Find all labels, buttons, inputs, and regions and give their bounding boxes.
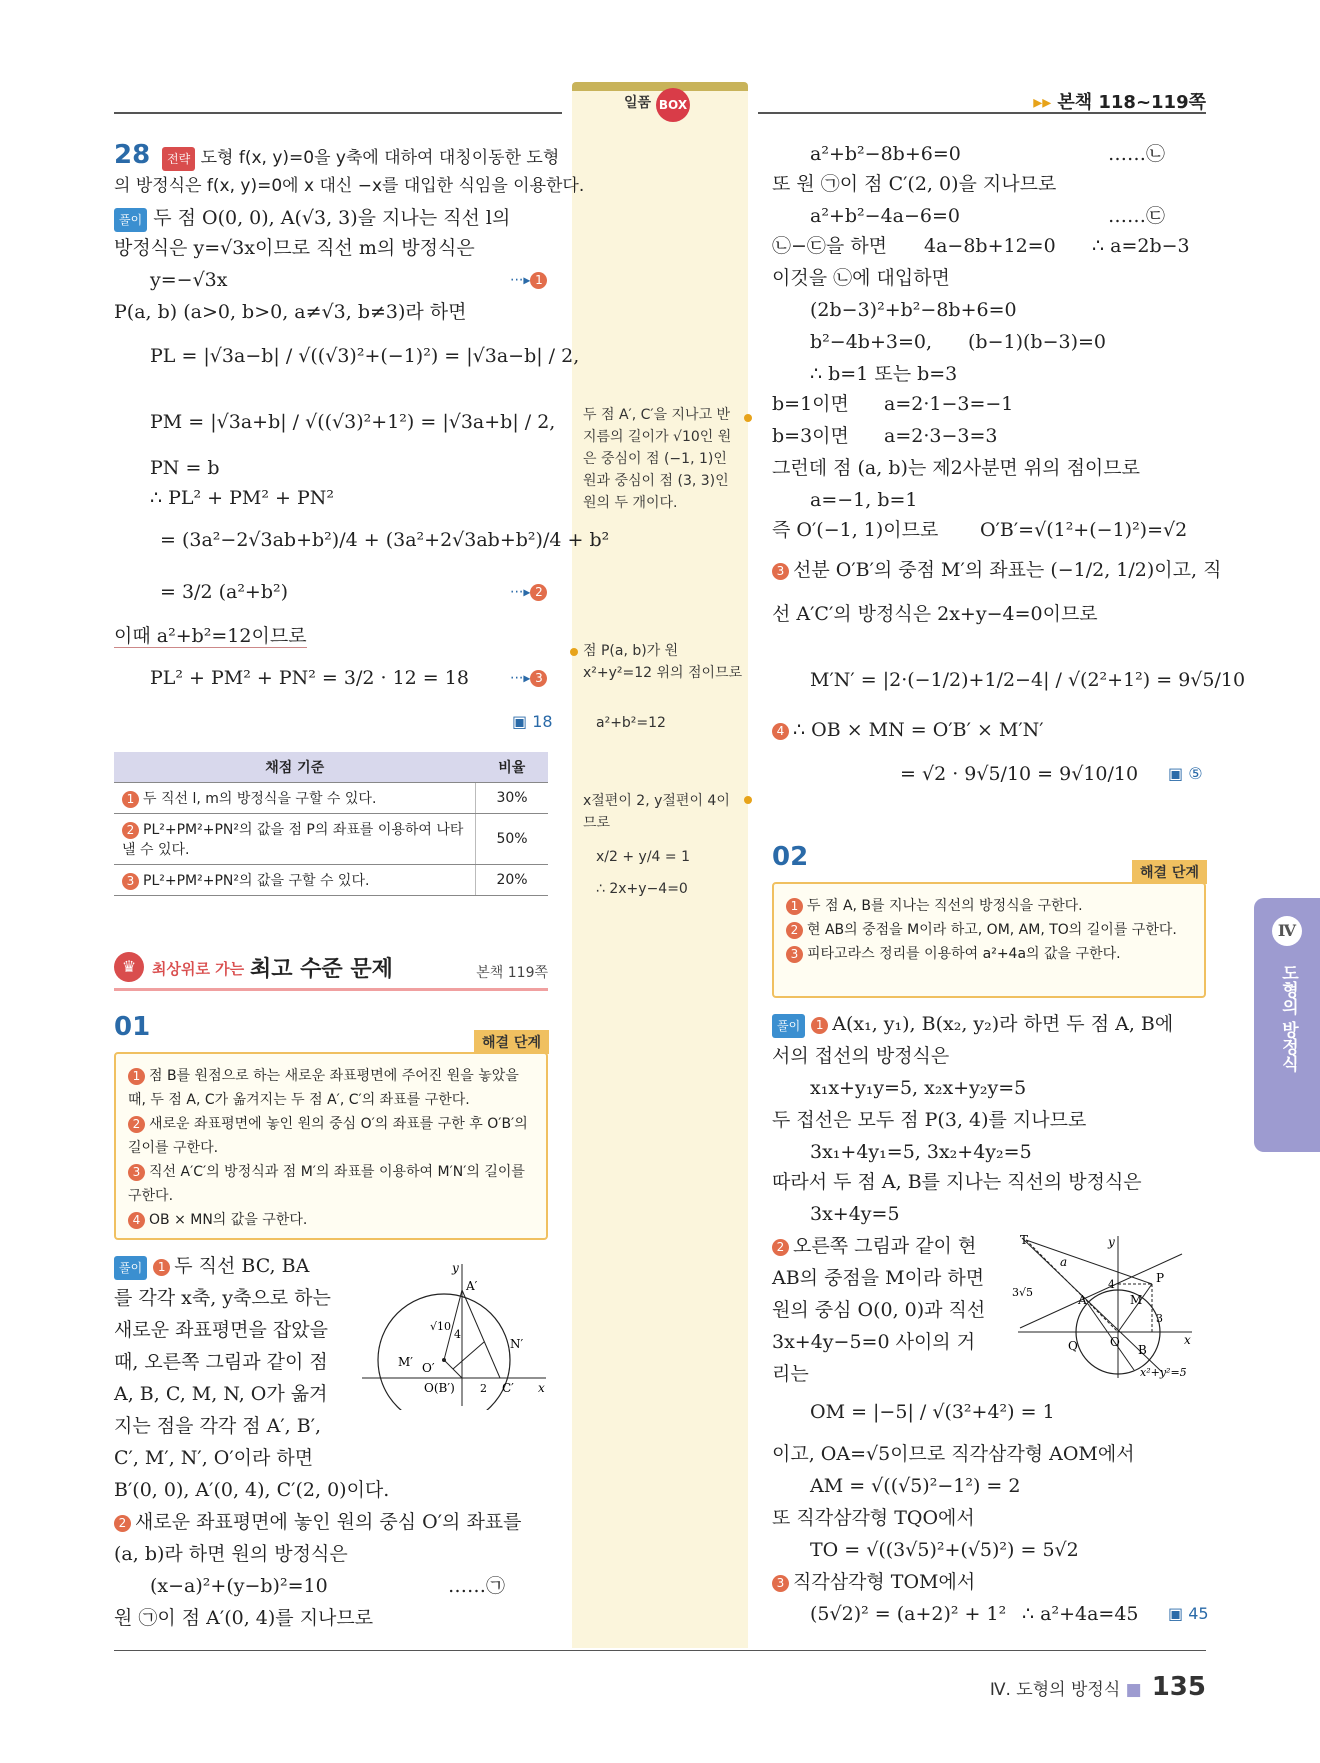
p02-line-7: 3x+4y=5 bbox=[810, 1203, 900, 1225]
fig-label: M bbox=[1130, 1293, 1143, 1307]
p02-line-14: 이고, OA=√5이므로 직각삼각형 AOM에서 bbox=[772, 1443, 1135, 1465]
fig-label: N′ bbox=[510, 1337, 524, 1351]
p01-step-3 bbox=[128, 1160, 534, 1208]
p28-line-12: PL² + PM² + PN² = 3/2 · 12 = 18 bbox=[150, 667, 469, 689]
strategy-tag: 전략 bbox=[162, 147, 195, 171]
step-circle-3: 3 bbox=[786, 946, 803, 963]
row-number: 3 bbox=[122, 873, 139, 890]
p02-line-18 bbox=[772, 1570, 975, 1594]
p02-answer-value: 45 bbox=[1188, 1604, 1209, 1623]
p01-step-text-4: OB × MN의 값을 구한다. bbox=[149, 1212, 308, 1228]
fig-label: A′ bbox=[466, 1279, 478, 1293]
fig-label: 2 bbox=[480, 1382, 487, 1395]
p28-text-1: 두 점 O(0, 0), A(√3, 3)을 지나는 직선 l의 bbox=[153, 207, 511, 229]
p28-line-3: y=−√3x bbox=[150, 269, 228, 291]
p01-right-line-4b: 4a−8b+12=0 bbox=[924, 235, 1056, 257]
note-1: 두 점 A′, C′을 지나고 반지름의 길이가 √10인 원은 중심이 점 (−1, 1)인 원과 중심이 점 (3, 3)인 원의 두 개이다. bbox=[583, 407, 732, 511]
p02-line-2: 서의 접선의 방정식은 bbox=[772, 1045, 950, 1067]
table-row bbox=[114, 814, 548, 865]
p28-line-2: 방정식은 y=√3x이므로 직선 m의 방정식은 bbox=[114, 237, 475, 259]
p01-right-line-13: 즉 O′(−1, 1)이므로 bbox=[772, 519, 939, 541]
fig-label: y bbox=[452, 1261, 459, 1275]
p28-line-4: P(a, b) (a>0, b>0, a≠√3, b≠3)라 하면 bbox=[114, 301, 467, 323]
p01-right-line-8: ∴ b=1 또는 b=3 bbox=[810, 363, 958, 385]
double-arrow-icon: ▸▸ bbox=[1033, 92, 1052, 113]
segment-a-c bbox=[462, 1290, 500, 1378]
grading-ratio: 30% bbox=[476, 783, 549, 814]
page-number: 135 bbox=[1151, 1672, 1206, 1702]
p01-right-line-15: 선 A′C′의 방정식은 2x+y−4=0이므로 bbox=[772, 603, 1098, 625]
grading-ratio: 20% bbox=[476, 865, 549, 896]
p02-step-text-3: 피타고라스 정리를 이용하여 a²+4a의 값을 구한다. bbox=[807, 946, 1121, 962]
p01-right-line-7b: (b−1)(b−3)=0 bbox=[968, 331, 1107, 353]
section-prefix: 최상위로 가는 bbox=[152, 960, 245, 978]
grading-header-ratio: 비율 bbox=[476, 752, 549, 783]
p28-line-1 bbox=[114, 206, 510, 232]
p02-line-10: 원의 중심 O(0, 0)과 직선 bbox=[772, 1299, 986, 1321]
fig-label: C′ bbox=[502, 1381, 514, 1395]
p01-left-line-8: B′(0, 0), A′(0, 4), C′(2, 0)이다. bbox=[114, 1479, 390, 1501]
p01-right-line-16: M′N′ = |2·(−1/2)+1/2−4| / √(2²+1²) = 9√5/10 bbox=[810, 669, 1246, 691]
section-title: 최고 수준 문제 bbox=[250, 957, 393, 982]
note-6: ∴ 2x+y−4=0 bbox=[596, 881, 688, 897]
p01-step-text-1: 점 B를 원점으로 하는 새로운 좌표평면에 주어진 원을 놓았을 때, 두 점 A, C가 옮겨지는 두 점 A′, C′의 좌표를 구한다. bbox=[128, 1068, 519, 1108]
p02-line-20: ∴ a²+4a=45 bbox=[1022, 1603, 1139, 1625]
p01-right-line-17 bbox=[772, 718, 1044, 742]
point-o-prime bbox=[442, 1358, 446, 1362]
step-circle-1: 1 bbox=[530, 272, 547, 289]
p01-right-line-9: b=1이면 bbox=[772, 393, 849, 415]
p01-left-line-3: 새로운 좌표평면을 잡았을 bbox=[114, 1319, 328, 1341]
p01-left-line-5: A, B, C, M, N, O가 옮겨 bbox=[114, 1383, 328, 1405]
p02-text-8: 오른쪽 그림과 같이 현 bbox=[793, 1235, 977, 1257]
p02-step-2 bbox=[786, 918, 1192, 942]
p01-left-text-9: 새로운 좌표평면에 놓인 원의 중심 O′의 좌표를 bbox=[135, 1511, 522, 1533]
p01-left-line-11-tag: ……㉠ bbox=[448, 1575, 506, 1597]
fig-label: 3√5 bbox=[1012, 1286, 1034, 1299]
solution-tag: 풀이 bbox=[114, 208, 147, 232]
note-dot-1 bbox=[744, 414, 752, 422]
page-reference bbox=[1033, 88, 1206, 114]
p28-line-8: ∴ PL² + PM² + PN² bbox=[150, 487, 335, 509]
fig-label: T bbox=[1020, 1233, 1029, 1247]
step-circle-2: 2 bbox=[786, 922, 803, 939]
header-rule-left bbox=[114, 112, 562, 114]
fig-label: 3 bbox=[1156, 1312, 1163, 1325]
p01-right-line-11: 그런데 점 (a, b)는 제2사분면 위의 점이므로 bbox=[772, 457, 1140, 479]
note-dot-2 bbox=[570, 648, 578, 656]
p28-strategy-line-2: 의 방정식은 f(x, y)=0에 x 대신 −x를 대입한 식임을 이용한다. bbox=[114, 176, 585, 196]
p01-right-line-9b: a=2·1−3=−1 bbox=[884, 393, 1014, 415]
grading-ratio: 50% bbox=[476, 814, 549, 865]
p01-left-line-7: C′, M′, N′, O′이라 하면 bbox=[114, 1447, 314, 1469]
p01-left-line-6: 지는 점을 각각 점 A′, B′, bbox=[114, 1415, 322, 1437]
p01-step-text-3: 직선 A′C′의 방정식과 점 M′의 좌표를 이용하여 M′N′의 길이를 구한다. bbox=[128, 1164, 525, 1204]
solution-tag: 풀이 bbox=[772, 1014, 805, 1038]
p01-left-line-10: (a, b)라 하면 원의 방정식은 bbox=[114, 1543, 348, 1565]
p01-right-line-2: 또 원 ㉠이 점 C′(2, 0)을 지나므로 bbox=[772, 173, 1057, 195]
p01-right-line-4c: ∴ a=2b−3 bbox=[1092, 235, 1190, 257]
box-label: 일품 bbox=[624, 95, 652, 111]
p28-line-5: PL = |√3a−b| / √((√3)²+(−1)²) = |√3a−b| / 2, bbox=[150, 345, 580, 367]
p01-right-line-12: a=−1, b=1 bbox=[810, 489, 918, 511]
problem-28-number: 28 bbox=[114, 140, 151, 170]
fig-label: √10 bbox=[430, 1320, 452, 1333]
step-circle-4: 4 bbox=[128, 1212, 145, 1229]
step-circle-3: 3 bbox=[772, 1575, 789, 1592]
p02-line-17: TO = √((3√5)²+(√5)²) = 5√2 bbox=[810, 1539, 1079, 1561]
criteria-text: PL²+PM²+PN²의 값을 구할 수 있다. bbox=[143, 873, 370, 889]
step-circle-1: 1 bbox=[153, 1259, 170, 1276]
p02-line-8 bbox=[772, 1234, 976, 1258]
footer bbox=[990, 1672, 1206, 1702]
box-badge: BOX bbox=[656, 88, 690, 122]
step-mark-2: ···▸ 2 bbox=[510, 584, 551, 601]
p02-figure bbox=[1012, 1232, 1208, 1382]
p01-left-line-4: 때, 오른쪽 그림과 같이 점 bbox=[114, 1351, 328, 1373]
fig-label: Q bbox=[1068, 1339, 1078, 1353]
step-circle-3: 3 bbox=[128, 1164, 145, 1181]
page-reference-text: 본책 118~119쪽 bbox=[1057, 92, 1206, 113]
p02-line-5: 3x₁+4y₁=5, 3x₂+4y₂=5 bbox=[810, 1141, 1032, 1163]
fig-label: O(B′) bbox=[424, 1381, 455, 1395]
step-circle-1: 1 bbox=[786, 898, 803, 915]
p01-right-line-4: ㉡−㉢을 하면 bbox=[772, 235, 888, 257]
p02-line-3: x₁x+y₁y=5, x₂x+y₂y=5 bbox=[810, 1077, 1027, 1099]
p02-step-text-2: 현 AB의 중점을 M이라 하고, OM, AM, TO의 길이를 구한다. bbox=[807, 922, 1177, 938]
note-2: 점 P(a, b)가 원 x²+y²=12 위의 점이므로 bbox=[583, 643, 743, 681]
p01-step-2 bbox=[128, 1112, 534, 1160]
p01-steps-label: 해결 단계 bbox=[474, 1030, 549, 1054]
p01-step-1 bbox=[128, 1064, 534, 1112]
p28-line-6: PM = |√3a+b| / √((√3)²+1²) = |√3a+b| / 2, bbox=[150, 411, 556, 433]
step-circle-3: 3 bbox=[772, 563, 789, 580]
step-circle-1: 1 bbox=[811, 1017, 828, 1034]
box-column-top bbox=[572, 82, 748, 91]
problem-01-number: 01 bbox=[114, 1012, 151, 1042]
p02-step-1 bbox=[786, 894, 1192, 918]
p02-steps-box bbox=[772, 882, 1206, 998]
solution-tag: 풀이 bbox=[114, 1256, 147, 1280]
row-number: 1 bbox=[122, 791, 139, 808]
p01-right-text-17: ∴ OB × MN = O′B′ × M′N′ bbox=[793, 719, 1044, 741]
problem-02-number: 02 bbox=[772, 842, 809, 872]
segment-o-b bbox=[444, 1360, 462, 1378]
p01-left-line-11: (x−a)²+(y−b)²=10 bbox=[150, 1575, 328, 1597]
note-4: x절편이 2, y절편이 4이므로 bbox=[583, 793, 730, 831]
step-circle-4: 4 bbox=[772, 723, 789, 740]
p02-step-3 bbox=[786, 942, 1192, 966]
fig-label: x²+y²=5 bbox=[1140, 1366, 1187, 1379]
grading-table bbox=[114, 752, 548, 896]
section-ref: 본책 119쪽 bbox=[476, 965, 548, 981]
p02-line-16: 또 직각삼각형 TQO에서 bbox=[772, 1507, 975, 1529]
p02-text-18: 직각삼각형 TOM에서 bbox=[793, 1571, 976, 1593]
fig-label: A bbox=[1078, 1293, 1087, 1307]
step-circle-2: 2 bbox=[114, 1515, 131, 1532]
fig-label: 4 bbox=[454, 1328, 461, 1341]
p01-right-line-10: b=3이면 bbox=[772, 425, 849, 447]
p01-left-line-9 bbox=[114, 1510, 522, 1534]
fig-label: O bbox=[1110, 1335, 1120, 1349]
p01-right-text-14: 선분 O′B′의 중점 M′의 좌표는 (−1/2, 1/2)이고, 직 bbox=[793, 559, 1222, 581]
fig-label: B bbox=[1138, 1343, 1147, 1357]
p28-answer: ▣ 18 bbox=[512, 712, 553, 731]
chapter-roman-badge: Ⅳ bbox=[1272, 916, 1302, 946]
note-3: a²+b²=12 bbox=[596, 715, 666, 731]
step-mark-1: ···▸ 1 bbox=[510, 272, 551, 289]
p01-right-line-10b: a=2·3−3=3 bbox=[884, 425, 998, 447]
criteria-text: 두 직선 l, m의 방정식을 구할 수 있다. bbox=[143, 791, 377, 807]
p02-line-19: (5√2)² = (a+2)² + 1² bbox=[810, 1603, 1007, 1625]
p01-right-tag-1: ……㉡ bbox=[1108, 143, 1166, 165]
p02-step-text-1: 두 점 A, B를 지나는 직선의 방정식을 구한다. bbox=[807, 898, 1083, 914]
fig-label: x bbox=[1184, 1333, 1191, 1347]
p01-right-line-3: a²+b²−4a−6=0 bbox=[810, 205, 960, 227]
p01-steps-box bbox=[114, 1052, 548, 1240]
fig-label: P bbox=[1156, 1271, 1165, 1285]
table-row bbox=[114, 865, 548, 896]
p01-right-line-1: a²+b²−8b+6=0 bbox=[810, 143, 961, 165]
p01-answer-value: ⑤ bbox=[1188, 764, 1203, 783]
fig-label: O′ bbox=[422, 1361, 435, 1375]
step-circle-2: 2 bbox=[128, 1116, 145, 1133]
p28-line-11 bbox=[114, 624, 307, 648]
grading-criteria bbox=[114, 783, 476, 814]
footer-bullet: ■ bbox=[1125, 1680, 1142, 1700]
p01-answer: ▣ ⑤ bbox=[1168, 764, 1203, 783]
p02-text-1: A(x₁, y₁), B(x₂, y₂)라 하면 두 점 A, B에 bbox=[832, 1013, 1174, 1035]
footer-rule bbox=[114, 1650, 1206, 1651]
note-5: x/2 + y/4 = 1 bbox=[596, 849, 690, 865]
step-mark-3: ···▸ 3 bbox=[510, 670, 551, 687]
p02-line-6: 따라서 두 점 A, B를 지나는 직선의 방정식은 bbox=[772, 1171, 1142, 1193]
fig-label: 4 bbox=[1108, 1278, 1115, 1291]
p28-line-9: = (3a²−2√3ab+b²)/4 + (3a²+2√3ab+b²)/4 + b² bbox=[160, 529, 610, 551]
p01-left-line-2: 를 각각 x축, y축으로 하는 bbox=[114, 1287, 331, 1309]
criteria-text: PL²+PM²+PN²의 값을 점 P의 좌표를 이용하여 나타낼 수 있다. bbox=[122, 822, 464, 858]
p02-line-15: AM = √((√5)²−1²) = 2 bbox=[810, 1475, 1021, 1497]
p01-figure bbox=[356, 1260, 552, 1410]
step-circle-1: 1 bbox=[128, 1068, 145, 1085]
trophy-icon: ♛ bbox=[114, 952, 144, 982]
p28-answer-value: 18 bbox=[532, 712, 553, 731]
p01-right-line-6: (2b−3)²+b²−8b+6=0 bbox=[810, 299, 1017, 321]
p01-right-tag-2: ……㉢ bbox=[1108, 205, 1166, 227]
p02-line-4: 두 접선은 모두 점 P(3, 4)를 지나므로 bbox=[772, 1109, 1087, 1131]
grading-header-criteria: 채점 기준 bbox=[114, 752, 476, 783]
chapter-side-title: 도형의 방정식 bbox=[1278, 964, 1298, 1072]
fig-label: a bbox=[1060, 1255, 1068, 1269]
footer-chapter: Ⅳ. 도형의 방정식 bbox=[989, 1680, 1121, 1700]
chapter-side-tab bbox=[1254, 898, 1320, 1152]
p28-text-11: 이때 a²+b²=12이므로 bbox=[114, 625, 307, 647]
p01-step-text-2: 새로운 좌표평면에 놓인 원의 중심 O′의 좌표를 구한 후 O′B′의 길이를 구한다. bbox=[128, 1116, 528, 1156]
grading-criteria bbox=[114, 814, 476, 865]
p01-step-4 bbox=[128, 1208, 534, 1232]
p02-line-13: OM = |−5| / √(3²+4²) = 1 bbox=[810, 1401, 1055, 1423]
step-circle-2: 2 bbox=[530, 584, 547, 601]
p28-line-7: PN = b bbox=[150, 457, 220, 479]
p02-line-11: 3x+4y−5=0 사이의 거 bbox=[772, 1331, 976, 1353]
table-row bbox=[114, 783, 548, 814]
section-title-bar bbox=[114, 950, 548, 991]
p01-left-line-1 bbox=[114, 1254, 309, 1280]
line-t-p bbox=[1026, 1240, 1152, 1284]
p01-right-line-18: = √2 · 9√5/10 = 9√10/10 bbox=[900, 763, 1139, 785]
step-circle-3: 3 bbox=[530, 670, 547, 687]
fig-label: x bbox=[538, 1381, 545, 1395]
p01-right-line-14 bbox=[772, 558, 1221, 582]
segment-m-n bbox=[453, 1342, 484, 1369]
line-o-p bbox=[1118, 1284, 1152, 1332]
line-t-o bbox=[1026, 1240, 1118, 1332]
p28-line-10: = 3/2 (a²+b²) bbox=[160, 581, 289, 603]
p01-right-line-5: 이것을 ㉡에 대입하면 bbox=[772, 267, 950, 289]
p02-steps-label: 해결 단계 bbox=[1132, 860, 1207, 884]
fig-label: y bbox=[1108, 1235, 1115, 1249]
p28-strategy-line-1 bbox=[162, 146, 559, 171]
p01-right-line-7: b²−4b+3=0, bbox=[810, 331, 933, 353]
row-number: 2 bbox=[122, 822, 139, 839]
strategy-text-1: 도형 f(x, y)=0을 y축에 대하여 대칭이동한 도형 bbox=[200, 148, 560, 168]
p02-line-9: AB의 중점을 M이라 하면 bbox=[772, 1267, 985, 1289]
p02-line-1 bbox=[772, 1012, 1173, 1038]
note-dot-3 bbox=[744, 796, 752, 804]
p01-left-line-12: 원 ㉠이 점 A′(0, 4)를 지나므로 bbox=[114, 1607, 374, 1629]
p02-line-12: 리는 bbox=[772, 1363, 809, 1385]
p02-answer: ▣ 45 bbox=[1168, 1604, 1209, 1623]
p01-right-line-13b: O′B′=√(1²+(−1)²)=√2 bbox=[980, 519, 1188, 541]
step-circle-2: 2 bbox=[772, 1239, 789, 1256]
grading-criteria bbox=[114, 865, 476, 896]
fig-label: M′ bbox=[398, 1355, 414, 1369]
p01-left-text-1: 두 직선 BC, BA bbox=[174, 1255, 310, 1277]
